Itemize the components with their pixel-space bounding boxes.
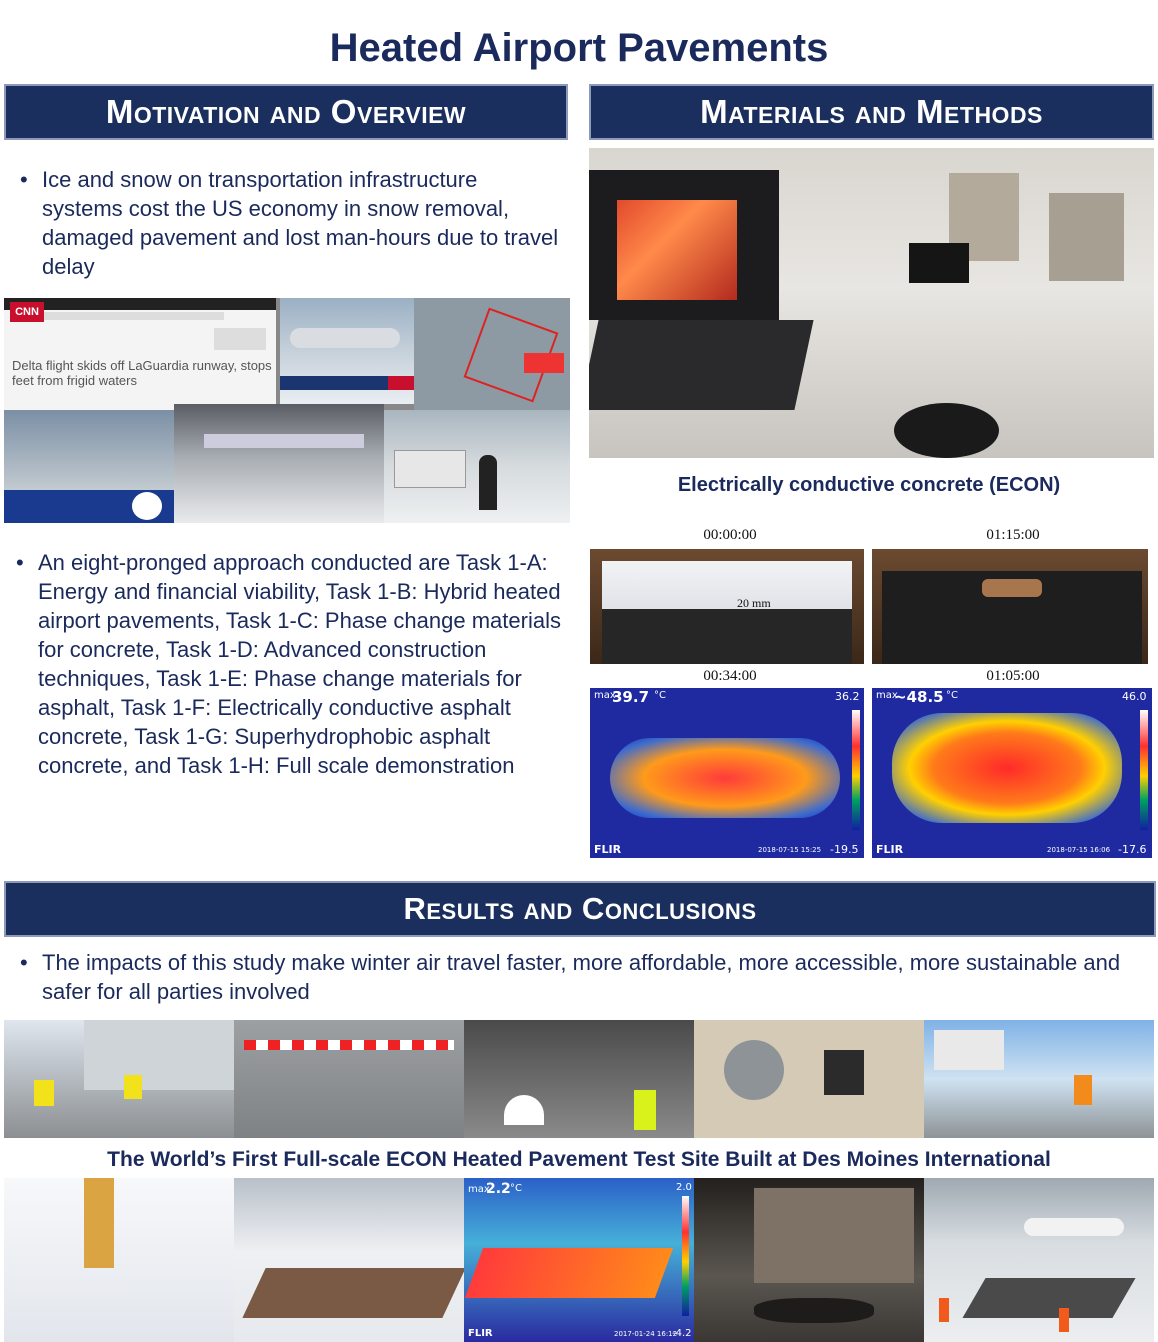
bullet-dot: •	[16, 550, 24, 575]
heated-slab-snow-photo	[234, 1178, 464, 1342]
thermal-site-scale-top: 2.0	[676, 1182, 692, 1193]
construction-photo-2	[234, 1020, 464, 1138]
delta-plane-photo	[280, 298, 414, 404]
page-title: Heated Airport Pavements	[329, 26, 829, 70]
thermal-2-scale-top: 46.0	[1122, 690, 1147, 703]
thermal-2-max-value: ~48.5	[894, 688, 944, 706]
crash-site-photo	[174, 404, 384, 523]
motivation-bullet-1	[20, 165, 560, 281]
sensor-device	[909, 243, 969, 283]
news-headline: Delta flight skids off LaGuardia runway, stops feet from frigid waters	[12, 358, 272, 388]
slab-thickness-label: 20 mm	[737, 596, 771, 610]
construction-photo-3	[464, 1020, 694, 1138]
timestamp-4: 01:05:00	[986, 668, 1040, 684]
methods-heading: Materials and Methods	[589, 84, 1154, 140]
bullet-dot: •	[20, 167, 28, 192]
thermal-1-scale-top: 36.2	[835, 690, 860, 703]
cnn-logo: CNN	[10, 302, 44, 322]
thermal-1-date: 2018-07-15 15:25	[758, 846, 822, 854]
construction-photo-1	[4, 1020, 234, 1138]
emergency-vehicles-photo	[384, 410, 570, 523]
flir-logo-3: FLIR	[468, 1328, 493, 1339]
tv-news-photo	[4, 410, 174, 523]
thermal-2-max-label: max	[876, 690, 898, 701]
thermal-2-scale-bottom: -17.6	[1118, 843, 1147, 856]
timestamp-3: 00:34:00	[703, 668, 757, 684]
laguardia-map	[414, 298, 570, 410]
motivation-bullet-1-text: Ice and snow on transportation infrastructure systems cost the US economy in snow removal, damaged pavement and lost man-hours due to travel delay	[42, 167, 559, 279]
thermal-1-scale-bottom: -19.5	[830, 843, 859, 856]
thermal-site-max-value: 2.2	[486, 1181, 511, 1197]
concrete-cube-2	[1049, 193, 1124, 281]
econ-lab-photo	[589, 148, 1154, 458]
econ-caption: Electrically conductive concrete (ECON)	[677, 474, 1061, 496]
thermal-site-scale-bottom: -4.2	[672, 1328, 692, 1339]
results-bullet	[20, 948, 1130, 1006]
motivation-heading: Motivation and Overview	[4, 84, 568, 140]
news-collage	[4, 298, 570, 523]
slab-photo-melted	[872, 549, 1148, 664]
night-hangar-photo	[694, 1178, 924, 1342]
thermal-1-max-label: max	[594, 690, 616, 701]
thermal-1-max-value: 39.7	[612, 688, 650, 706]
thermal-2-date: 2018-07-15 16:06	[1047, 846, 1111, 854]
thermal-2-unit: °C	[946, 690, 958, 701]
timestamp-1: 00:00:00	[703, 527, 757, 543]
thermal-1-unit: °C	[654, 690, 666, 701]
thermal-image-2	[872, 688, 1152, 858]
laptop-screen	[589, 170, 779, 320]
computer-mouse	[894, 403, 999, 458]
thermal-site-unit: °C	[510, 1183, 522, 1194]
thermal-site-max-label: max	[468, 1184, 490, 1195]
electrical-panel-photo	[694, 1020, 924, 1138]
flir-logo-2: FLIR	[876, 843, 904, 856]
slab-photo-start	[590, 549, 864, 664]
results-heading: Results and Conclusions	[4, 881, 1156, 937]
construction-photo-5	[924, 1020, 1154, 1138]
flir-logo-1: FLIR	[594, 843, 622, 856]
airport-jet-photo	[924, 1178, 1154, 1342]
cnn-article-screenshot	[4, 298, 276, 410]
thermal-site-date: 2017-01-24 16:12	[614, 1330, 678, 1338]
snow-depth-photo	[4, 1178, 234, 1342]
test-site-caption: The World’s First Full-scale ECON Heated Pavement Test Site Built at Des Moines International	[107, 1148, 1051, 1171]
results-bullet-text: The impacts of this study make winter air travel faster, more affordable, more accessible, more sustainable and safer for all parties involved	[42, 950, 1121, 1004]
thermal-image-site	[464, 1178, 694, 1342]
laptop-keyboard	[589, 320, 814, 410]
bullet-dot: •	[20, 950, 28, 975]
motivation-bullet-2	[16, 548, 564, 780]
timestamp-2: 01:15:00	[986, 527, 1040, 543]
thermal-image-1	[590, 688, 864, 858]
motivation-bullet-2-text: An eight-pronged approach conducted are Task 1-A: Energy and financial viability, Task 1-B: Hybrid heated airport pavements, Task 1-C: Phase change materials for concrete, Task 1-D: Advanced construction techniques, Task 1-E: Phase change materials for asphalt, Task 1-F: Electrically conductive asphalt concrete, Task 1-G: Superhydrophobic asphalt concrete, and Task 1-H: Full scale demonstration	[38, 550, 561, 778]
